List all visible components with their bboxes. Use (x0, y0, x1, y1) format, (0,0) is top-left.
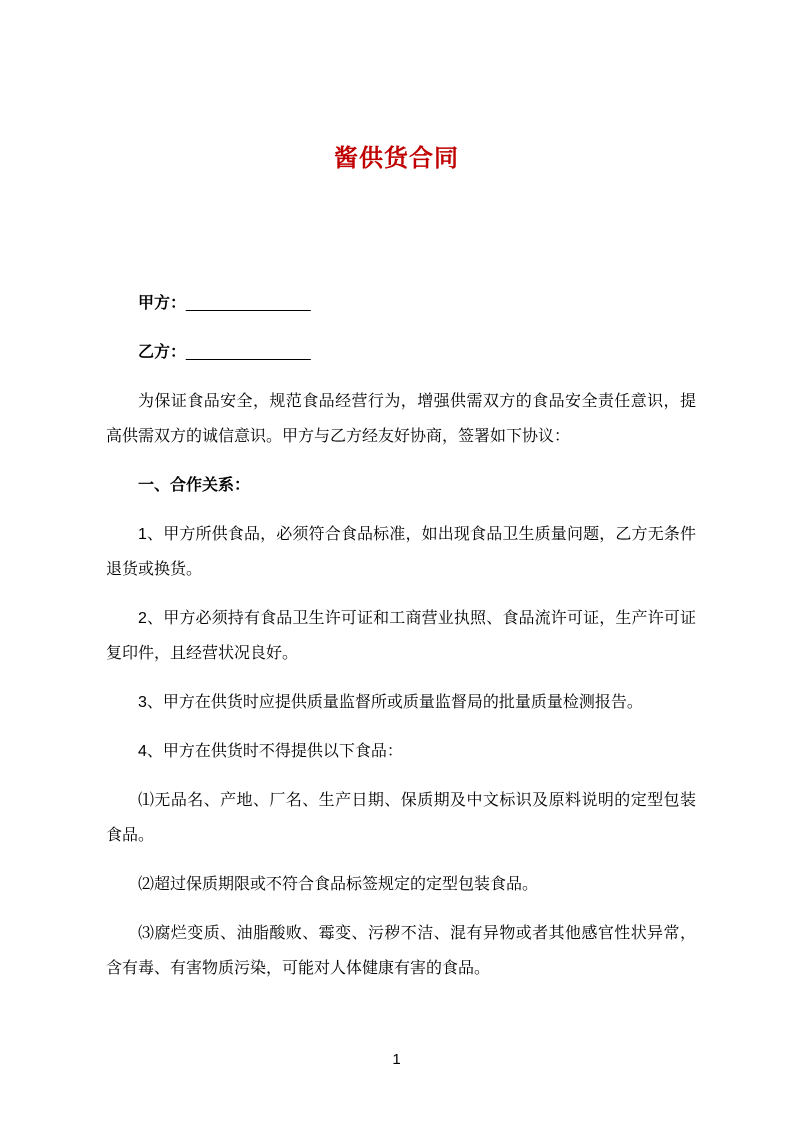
party-a-blank: ______________ (186, 295, 311, 312)
document-title: 酱供货合同 (334, 145, 459, 172)
food-item-3: ⑶腐烂变质、油脂酸败、霉变、污秽不洁、混有异物或者其他感官性状异常，含有毒、有害物质污染，可能对人体健康有害的食品。 (106, 925, 696, 977)
clause-4: 4、甲方在供货时不得提供以下食品： (138, 743, 403, 760)
clause-3: 3、甲方在供货时应提供质量监督所或质量监督局的批量质量检测报告。 (138, 694, 643, 711)
party-b-label: 乙方： (138, 344, 187, 361)
party-a-line (106, 286, 696, 321)
party-a-label: 甲方： (138, 295, 187, 312)
party-b-blank: ______________ (186, 344, 311, 361)
party-b-line (106, 335, 696, 370)
clause-2: 2、甲方必须持有食品卫生许可证和工商营业执照、食品流许可证，生产许可证复印件，且经营状况良好。 (106, 610, 696, 662)
food-item-1: ⑴无品名、产地、厂名、生产日期、保质期及中文标识及原料说明的定型包装食品。 (106, 792, 696, 844)
page-number: 1 (392, 1051, 401, 1068)
document-body (106, 286, 696, 1000)
intro-paragraph: 为保证食品安全，规范食品经营行为，增强供需双方的食品安全责任意识，提高供需双方的诚信意识。甲方与乙方经友好协商，签署如下协议： (106, 393, 696, 445)
section-heading-cooperation: 一、合作关系： (138, 477, 251, 494)
clause-1: 1、甲方所供食品，必须符合食品标准，如出现食品卫生质量问题，乙方无条件退货或换货。 (106, 526, 696, 578)
food-item-2: ⑵超过保质期限或不符合食品标签规定的定型包装食品。 (138, 876, 539, 893)
